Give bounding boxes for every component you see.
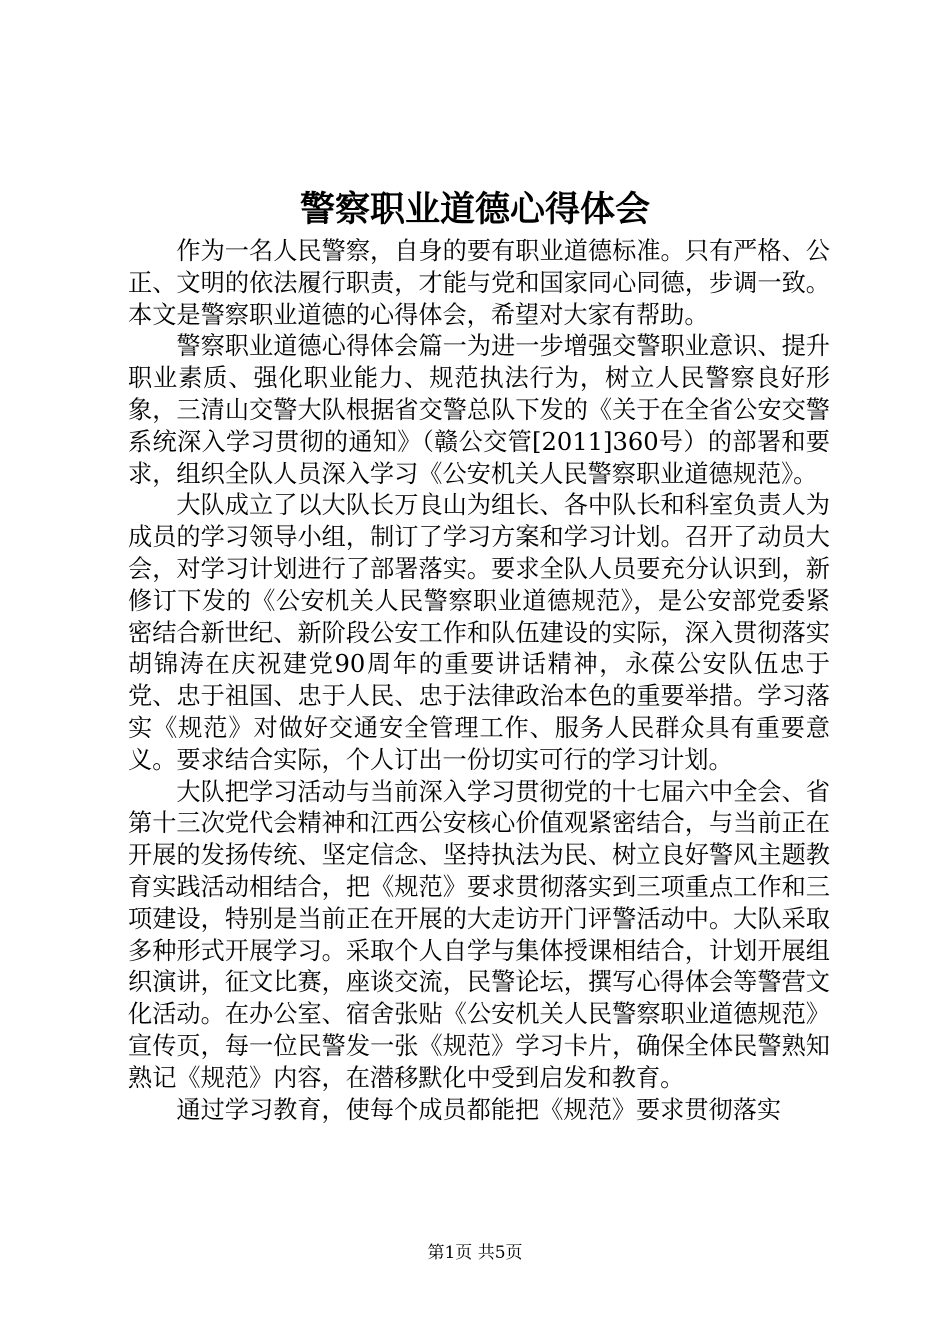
document-title: 警察职业道德心得体会	[299, 190, 650, 230]
paragraph-3: 大队把学习活动与当前深入学习贯彻党的十七届六中全会、省第十三次党代会精神和江西公安核心价值观紧密结合，与当前正在开展的发扬传统、坚定信念、坚持执法为民、树立良好警风主题教育实践活动相结合，把《规范》要求贯彻落实到三项重点工作和三项建设，特别是当前正在开展的大走访开门评警活动中。大队采取多种形式开展学习。采取个人自学与集体授课相结合，计划开展组织演讲，征文比赛，座谈交流，民警论坛，撰写心得体会等警营文化活动。在办公室、宿舍张贴《公安机关人民警察职业道德规范》宣传页，每一位民警发一张《规范》学习卡片，确保全体民警熟知熟记《规范》内容，在潜移默化中受到启发和教育。	[128, 777, 830, 1092]
paragraph-1: 警察职业道德心得体会篇一为进一步增强交警职业意识、提升职业素质、强化职业能力、规范执法行为，树立人民警察良好形象，三清山交警大队根据省交警总队下发的《关于在全省公安交警系统深入学习贯彻的通知》（赣公交管[2011]360号）的部署和要求，组织全队人员深入学习《公安机关人民警察职业道德规范》。	[128, 332, 830, 488]
paragraph-4: 通过学习教育，使每个成员都能把《规范》要求贯彻落实	[176, 1095, 782, 1124]
document-body	[128, 236, 830, 1126]
paragraph-2: 大队成立了以大队长万良山为组长、各中队长和科室负责人为成员的学习领导小组，制订了学习方案和学习计划。召开了动员大会，对学习计划进行了部署落实。要求全队人员要充分认识到，新修订下发的《公安机关人民警察职业道德规范》，是公安部党委紧密结合新世纪、新阶段公安工作和队伍建设的实际，深入贯彻落实胡锦涛在庆祝建党90周年的重要讲话精神，永葆公安队伍忠于党、忠于祖国、忠于人民、忠于法律政治本色的重要举措。学习落实《规范》对做好交通安全管理工作、服务人民群众具有重要意义。要求结合实际，个人订出一份切实可行的学习计划。	[128, 491, 830, 774]
paragraph-intro: 作为一名人民警察，自身的要有职业道德标准。只有严格、公正、文明的依法履行职责，才能与党和国家同心同德，步调一致。本文是警察职业道德的心得体会，希望对大家有帮助。	[128, 237, 830, 329]
page-number-footer: 第1页 共5页	[427, 1243, 523, 1263]
